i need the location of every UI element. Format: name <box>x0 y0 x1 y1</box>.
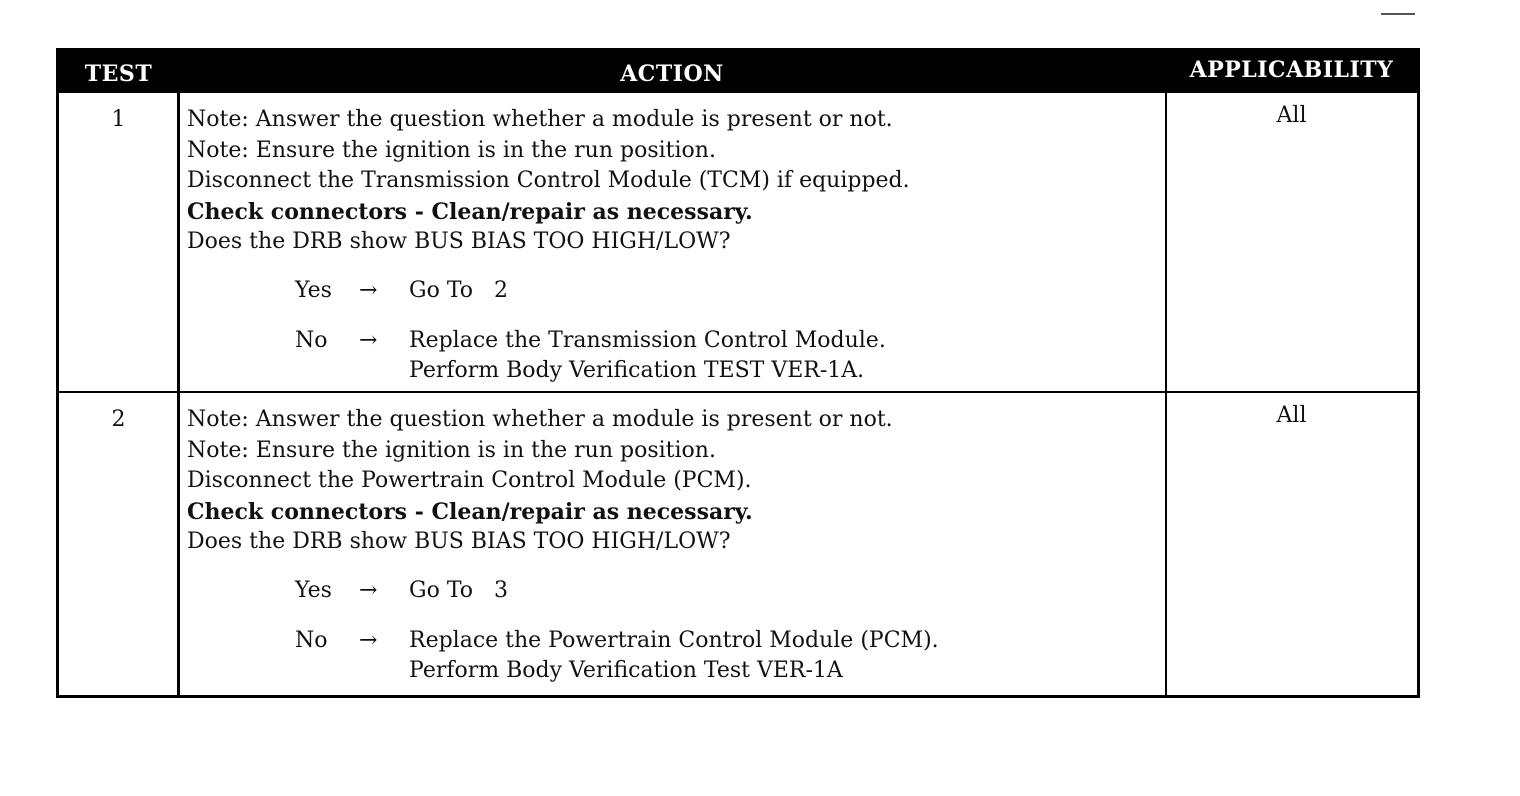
test-number: 2 <box>111 407 126 432</box>
action-line-bold: Check connectors - Clean/repair as necessary. <box>187 498 753 525</box>
no-label: No <box>295 627 328 653</box>
action-cell <box>187 405 1157 687</box>
applicability-cell: All <box>1276 403 1307 428</box>
action-question: Does the DRB show BUS BIAS TOO HIGH/LOW? <box>187 529 731 554</box>
test-number: 1 <box>111 107 126 132</box>
arrow-icon: → <box>359 327 378 353</box>
table-row <box>59 93 1417 391</box>
arrow-icon: → <box>359 627 378 653</box>
no-result-line: Replace the Powertrain Control Module (PCM). <box>409 627 939 653</box>
action-question: Does the DRB show BUS BIAS TOO HIGH/LOW? <box>187 229 731 254</box>
table-row <box>59 393 1417 695</box>
action-line: Disconnect the Transmission Control Module (TCM) if equipped. <box>187 168 910 193</box>
arrow-icon: → <box>359 577 378 603</box>
branches <box>187 576 1157 687</box>
no-result-line: Perform Body Verification TEST VER-1A. <box>409 358 865 383</box>
no-result <box>409 326 886 387</box>
action-line: Note: Answer the question whether a module is present or not. <box>187 407 893 432</box>
action-line: Note: Ensure the ignition is in the run position. <box>187 437 716 463</box>
no-result-line: Perform Body Verification Test VER-1A <box>409 658 843 683</box>
action-line: Note: Answer the question whether a module is present or not. <box>187 107 893 132</box>
yes-label: Yes <box>295 577 332 603</box>
no-branch <box>187 326 1157 387</box>
table-header <box>59 51 1417 93</box>
yes-result: Go To 3 <box>409 577 508 603</box>
yes-branch <box>187 276 1157 306</box>
no-label: No <box>295 327 328 353</box>
yes-branch <box>187 576 1157 606</box>
action-line-bold: Check connectors - Clean/repair as necessary. <box>187 198 753 225</box>
header-test: TEST <box>84 61 153 87</box>
action-line: Disconnect the Powertrain Control Module (PCM). <box>187 468 752 493</box>
yes-result: Go To 2 <box>409 277 508 303</box>
action-line: Note: Ensure the ignition is in the run position. <box>187 137 716 163</box>
action-cell <box>187 105 1157 387</box>
applicability-cell: All <box>1276 103 1307 128</box>
header-applicability: APPLICABILITY <box>1189 57 1394 83</box>
no-result <box>409 626 939 687</box>
no-branch <box>187 626 1157 687</box>
corner-mark <box>1381 13 1415 15</box>
yes-label: Yes <box>295 277 332 303</box>
branches <box>187 276 1157 387</box>
diagnostic-table <box>56 48 1420 698</box>
no-result-line: Replace the Transmission Control Module. <box>409 327 886 353</box>
header-action: ACTION <box>620 61 724 87</box>
arrow-icon: → <box>359 277 378 303</box>
